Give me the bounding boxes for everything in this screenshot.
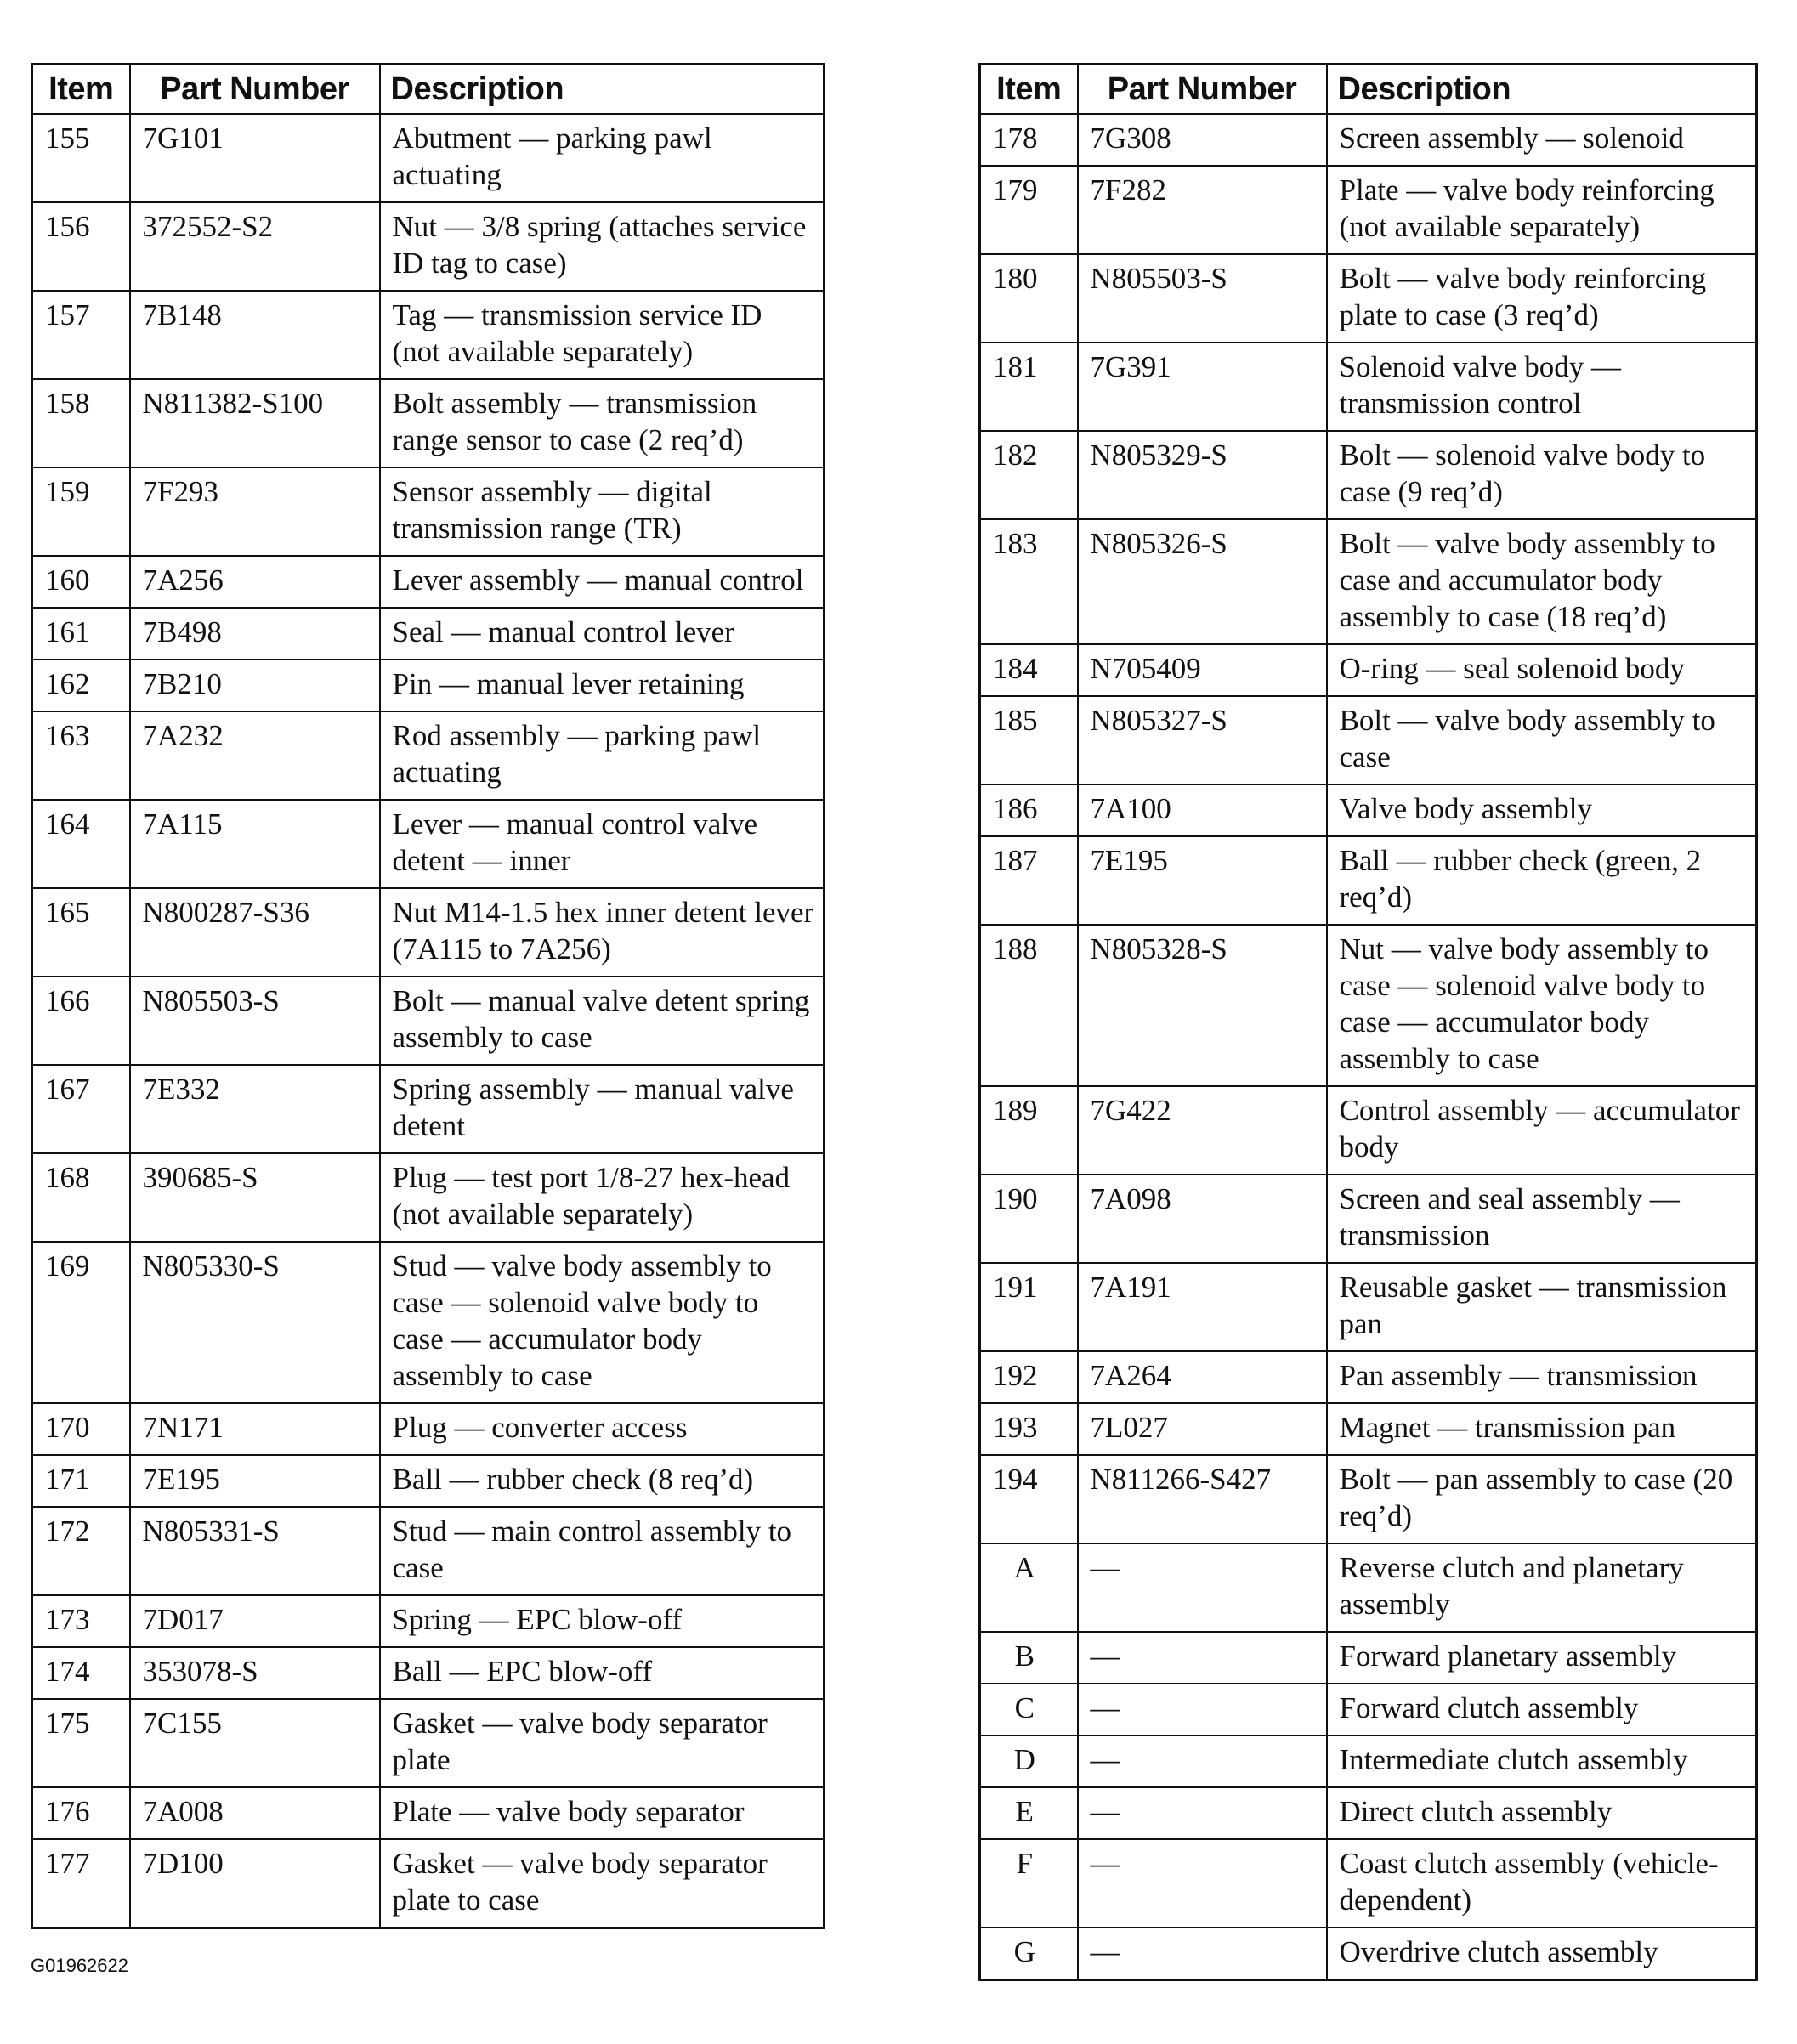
header-part-number: Part Number (1078, 65, 1327, 115)
description-cell: Lever — manual control valve detent — inner (380, 800, 825, 888)
item-cell: D (980, 1735, 1078, 1787)
item-cell: 194 (980, 1455, 1078, 1543)
table-row (32, 1153, 825, 1242)
table-row (32, 291, 825, 379)
table-row (980, 1175, 1757, 1263)
table-row (980, 166, 1757, 254)
description-cell: Pin — manual lever retaining (380, 660, 825, 711)
part-number-cell: 7G391 (1078, 343, 1327, 431)
table-row (980, 1351, 1757, 1403)
description-cell: Ball — rubber check (8 req’d) (380, 1455, 825, 1507)
description-cell: Ball — EPC blow-off (380, 1647, 825, 1699)
item-cell: 178 (980, 114, 1078, 166)
description-cell: Sensor assembly — digital transmission range (TR) (380, 467, 825, 556)
description-cell: Spring assembly — manual valve detent (380, 1065, 825, 1153)
description-cell: Seal — manual control lever (380, 608, 825, 660)
table-row (32, 1647, 825, 1699)
item-cell: 190 (980, 1175, 1078, 1263)
item-cell: 187 (980, 836, 1078, 925)
description-cell: O-ring — seal solenoid body (1327, 644, 1757, 696)
header-description: Description (380, 65, 825, 115)
part-number-cell: 7A256 (130, 556, 380, 608)
description-cell: Plug — test port 1/8-27 hex-head (not available separately) (380, 1153, 825, 1242)
item-cell: 174 (32, 1647, 130, 1699)
part-number-cell: — (1078, 1928, 1327, 1980)
part-number-cell: 390685-S (130, 1153, 380, 1242)
item-cell: 159 (32, 467, 130, 556)
table-row (980, 254, 1757, 343)
table-row (32, 379, 825, 467)
table-header-row (32, 65, 825, 115)
table-row (980, 1543, 1757, 1632)
item-cell: 182 (980, 431, 1078, 519)
table-row (32, 660, 825, 711)
table-row (32, 1242, 825, 1403)
table-row (980, 114, 1757, 166)
part-number-cell: 7B210 (130, 660, 380, 711)
item-cell: 157 (32, 291, 130, 379)
item-cell: 189 (980, 1086, 1078, 1175)
item-cell: 186 (980, 784, 1078, 836)
description-cell: Bolt — valve body assembly to case (1327, 696, 1757, 784)
part-number-cell: N705409 (1078, 644, 1327, 696)
table-row (32, 1839, 825, 1928)
description-cell: Bolt — manual valve detent spring assembly to case (380, 977, 825, 1065)
table-row (32, 1699, 825, 1787)
table-row (980, 519, 1757, 644)
description-cell: Reusable gasket — transmission pan (1327, 1263, 1757, 1351)
description-cell: Bolt assembly — transmission range sensor to case (2 req’d) (380, 379, 825, 467)
description-cell: Nut M14-1.5 hex inner detent lever (7A115 to 7A256) (380, 888, 825, 977)
part-number-cell: 7C155 (130, 1699, 380, 1787)
item-cell: 184 (980, 644, 1078, 696)
description-cell: Coast clutch assembly (vehicle-dependent) (1327, 1839, 1757, 1928)
table-header-row (980, 65, 1757, 115)
item-cell: 193 (980, 1403, 1078, 1455)
header-item: Item (32, 65, 130, 115)
table-row (32, 800, 825, 888)
item-cell: 155 (32, 114, 130, 202)
description-cell: Nut — 3/8 spring (attaches service ID tag to case) (380, 202, 825, 291)
description-cell: Reverse clutch and planetary assembly (1327, 1543, 1757, 1632)
item-cell: 160 (32, 556, 130, 608)
description-cell: Bolt — pan assembly to case (20 req’d) (1327, 1455, 1757, 1543)
part-number-cell: N805503-S (1078, 254, 1327, 343)
part-number-cell: 7N171 (130, 1403, 380, 1455)
table-row (32, 1403, 825, 1455)
item-cell: A (980, 1543, 1078, 1632)
description-cell: Solenoid valve body — transmission control (1327, 343, 1757, 431)
description-cell: Gasket — valve body separator plate to case (380, 1839, 825, 1928)
item-cell: 185 (980, 696, 1078, 784)
item-cell: 172 (32, 1507, 130, 1595)
part-number-cell: 7B498 (130, 608, 380, 660)
description-cell: Spring — EPC blow-off (380, 1595, 825, 1647)
item-cell: 167 (32, 1065, 130, 1153)
table-row (32, 1455, 825, 1507)
description-cell: Bolt — valve body assembly to case and accumulator body assembly to case (18 req’d) (1327, 519, 1757, 644)
part-number-cell: 7E332 (130, 1065, 380, 1153)
item-cell: 163 (32, 711, 130, 800)
description-cell: Lever assembly — manual control (380, 556, 825, 608)
description-cell: Bolt — valve body reinforcing plate to case (3 req’d) (1327, 254, 1757, 343)
table-row (980, 696, 1757, 784)
part-number-cell: 7E195 (130, 1455, 380, 1507)
part-number-cell: 7A100 (1078, 784, 1327, 836)
parts-table-left-body (32, 114, 825, 1928)
description-cell: Screen and seal assembly — transmission (1327, 1175, 1757, 1263)
description-cell: Screen assembly — solenoid (1327, 114, 1757, 166)
item-cell: 171 (32, 1455, 130, 1507)
item-cell: E (980, 1787, 1078, 1839)
item-cell: F (980, 1839, 1078, 1928)
description-cell: Forward clutch assembly (1327, 1684, 1757, 1735)
part-number-cell: — (1078, 1735, 1327, 1787)
part-number-cell: 353078-S (130, 1647, 380, 1699)
header-description: Description (1327, 65, 1757, 115)
table-row (980, 925, 1757, 1086)
part-number-cell: N805327-S (1078, 696, 1327, 784)
part-number-cell: N811382-S100 (130, 379, 380, 467)
item-cell: C (980, 1684, 1078, 1735)
description-cell: Gasket — valve body separator plate (380, 1699, 825, 1787)
table-row (980, 1263, 1757, 1351)
table-row (980, 1839, 1757, 1928)
table-row (980, 1735, 1757, 1787)
table-row (980, 1632, 1757, 1684)
item-cell: 169 (32, 1242, 130, 1403)
table-row (980, 1928, 1757, 1980)
parts-table-left (31, 63, 825, 1929)
table-row (980, 1455, 1757, 1543)
description-cell: Direct clutch assembly (1327, 1787, 1757, 1839)
part-number-cell: — (1078, 1543, 1327, 1632)
part-number-cell: — (1078, 1787, 1327, 1839)
description-cell: Nut — valve body assembly to case — solenoid valve body to case — accumulator body assembly to case (1327, 925, 1757, 1086)
item-cell: 168 (32, 1153, 130, 1242)
table-row (32, 114, 825, 202)
description-cell: Ball — rubber check (green, 2 req’d) (1327, 836, 1757, 925)
table-row (32, 467, 825, 556)
table-row (32, 556, 825, 608)
table-row (32, 888, 825, 977)
item-cell: 161 (32, 608, 130, 660)
part-number-cell: — (1078, 1684, 1327, 1735)
part-number-cell: 7G422 (1078, 1086, 1327, 1175)
description-cell: Plate — valve body reinforcing (not available separately) (1327, 166, 1757, 254)
part-number-cell: 7L027 (1078, 1403, 1327, 1455)
item-cell: 164 (32, 800, 130, 888)
part-number-cell: 7B148 (130, 291, 380, 379)
item-cell: 175 (32, 1699, 130, 1787)
header-item: Item (980, 65, 1078, 115)
table-row (980, 1684, 1757, 1735)
table-row (32, 608, 825, 660)
part-number-cell: N805330-S (130, 1242, 380, 1403)
table-row (980, 1787, 1757, 1839)
part-number-cell: 7A264 (1078, 1351, 1327, 1403)
parts-table-right (978, 63, 1758, 1981)
part-number-cell: N805328-S (1078, 925, 1327, 1086)
part-number-cell: 7E195 (1078, 836, 1327, 925)
description-cell: Forward planetary assembly (1327, 1632, 1757, 1684)
header-part-number: Part Number (130, 65, 380, 115)
part-number-cell: 7A008 (130, 1787, 380, 1839)
item-cell: 177 (32, 1839, 130, 1928)
part-number-cell: 7A191 (1078, 1263, 1327, 1351)
description-cell: Tag — transmission service ID (not available separately) (380, 291, 825, 379)
table-row (980, 784, 1757, 836)
description-cell: Abutment — parking pawl actuating (380, 114, 825, 202)
part-number-cell: N805503-S (130, 977, 380, 1065)
table-row (980, 1403, 1757, 1455)
part-number-cell: N805329-S (1078, 431, 1327, 519)
table-row (32, 977, 825, 1065)
item-cell: 191 (980, 1263, 1078, 1351)
part-number-cell: 7A115 (130, 800, 380, 888)
part-number-cell: 7F282 (1078, 166, 1327, 254)
item-cell: 183 (980, 519, 1078, 644)
part-number-cell: N805331-S (130, 1507, 380, 1595)
item-cell: B (980, 1632, 1078, 1684)
table-row (980, 343, 1757, 431)
part-number-cell: — (1078, 1632, 1327, 1684)
table-row (32, 1787, 825, 1839)
description-cell: Plate — valve body separator (380, 1787, 825, 1839)
description-cell: Bolt — solenoid valve body to case (9 req’d) (1327, 431, 1757, 519)
item-cell: 181 (980, 343, 1078, 431)
table-row (32, 1065, 825, 1153)
part-number-cell: — (1078, 1839, 1327, 1928)
description-cell: Intermediate clutch assembly (1327, 1735, 1757, 1787)
part-number-cell: 7G101 (130, 114, 380, 202)
description-cell: Valve body assembly (1327, 784, 1757, 836)
table-row (980, 1086, 1757, 1175)
item-cell: G (980, 1928, 1078, 1980)
description-cell: Pan assembly — transmission (1327, 1351, 1757, 1403)
part-number-cell: 7F293 (130, 467, 380, 556)
table-row (980, 836, 1757, 925)
description-cell: Plug — converter access (380, 1403, 825, 1455)
item-cell: 179 (980, 166, 1078, 254)
part-number-cell: N800287-S36 (130, 888, 380, 977)
figure-id-caption: G01962622 (31, 1955, 128, 1976)
table-row (32, 1595, 825, 1647)
item-cell: 158 (32, 379, 130, 467)
item-cell: 166 (32, 977, 130, 1065)
part-number-cell: N811266-S427 (1078, 1455, 1327, 1543)
table-row (980, 644, 1757, 696)
table-row (32, 202, 825, 291)
description-cell: Overdrive clutch assembly (1327, 1928, 1757, 1980)
part-number-cell: N805326-S (1078, 519, 1327, 644)
parts-table-right-body (980, 114, 1757, 1980)
description-cell: Rod assembly — parking pawl actuating (380, 711, 825, 800)
part-number-cell: 7G308 (1078, 114, 1327, 166)
table-row (980, 431, 1757, 519)
item-cell: 188 (980, 925, 1078, 1086)
part-number-cell: 7A232 (130, 711, 380, 800)
part-number-cell: 7D017 (130, 1595, 380, 1647)
description-cell: Control assembly — accumulator body (1327, 1086, 1757, 1175)
item-cell: 156 (32, 202, 130, 291)
part-number-cell: 372552-S2 (130, 202, 380, 291)
part-number-cell: 7A098 (1078, 1175, 1327, 1263)
table-row (32, 711, 825, 800)
item-cell: 170 (32, 1403, 130, 1455)
item-cell: 173 (32, 1595, 130, 1647)
item-cell: 192 (980, 1351, 1078, 1403)
item-cell: 165 (32, 888, 130, 977)
item-cell: 162 (32, 660, 130, 711)
item-cell: 180 (980, 254, 1078, 343)
description-cell: Magnet — transmission pan (1327, 1403, 1757, 1455)
description-cell: Stud — main control assembly to case (380, 1507, 825, 1595)
item-cell: 176 (32, 1787, 130, 1839)
part-number-cell: 7D100 (130, 1839, 380, 1928)
description-cell: Stud — valve body assembly to case — solenoid valve body to case — accumulator body assembly to case (380, 1242, 825, 1403)
table-row (32, 1507, 825, 1595)
